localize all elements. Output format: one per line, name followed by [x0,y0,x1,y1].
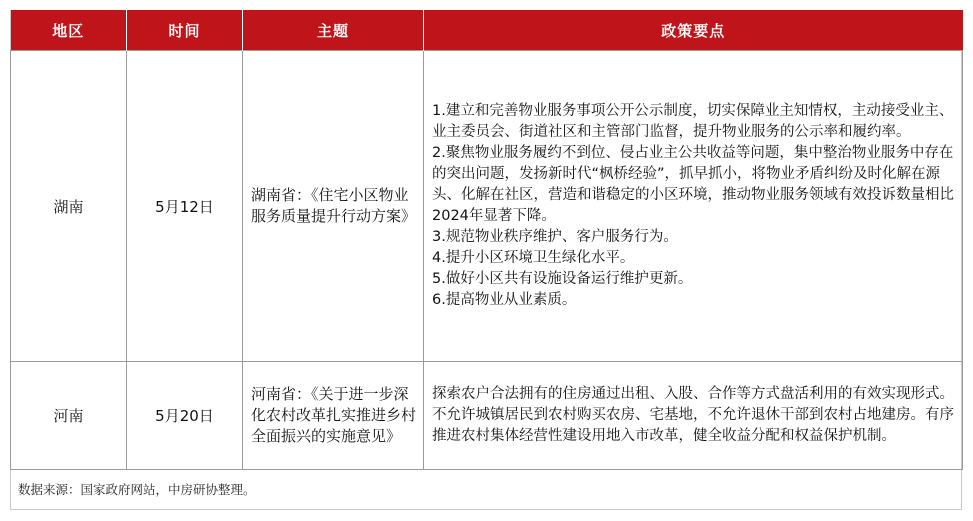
policy-point: 6.提高物业从业素质。 [432,292,577,308]
header-topic: 主题 [243,10,424,51]
cell-topic: 河南省：《关于进一步深化农村改革扎实推进乡村全面振兴的实施意见》 [243,362,424,470]
header-date: 时间 [127,10,243,51]
cell-region: 河南 [11,362,127,470]
policy-point: 4.提升小区环境卫生绿化水平。 [432,250,635,266]
cell-topic: 湖南省：《住宅小区物业服务质量提升行动方案》 [243,51,424,362]
cell-date: 5月20日 [127,362,243,470]
header-points: 政策要点 [424,10,963,51]
cell-date: 5月12日 [127,51,243,362]
policy-point: 探索农户合法拥有的住房通过出租、入股、合作等方式盘活利用的有效实现形式。不允许城镇居民到农村购买农房、宅基地，不允许退休干部到农村占地建房。有序推进农村集体经营性建设用地入市改革，健全收益分配和权益保护机制。 [432,386,954,444]
table-row [11,51,963,362]
table-header-row [11,10,963,51]
policy-point: 1.建立和完善物业服务事项公开公示制度，切实保障业主知情权，主动接受业主、业主委员会、街道社区和主管部门监督，提升物业服务的公示率和履约率。 [432,103,954,140]
cell-points [424,362,963,470]
policy-point: 3.规范物业秩序维护、客户服务行为。 [432,229,678,245]
policy-point: 2.聚焦物业服务履约不到位、侵占业主公共收益等问题，集中整治物业服务中存在的突出问题，发扬新时代“枫桥经验”，抓早抓小，将物业矛盾纠纷及时化解在源头、化解在社区，营造和谐稳定的小区环境，推动物业服务领域有效投诉数量相比2024年显著下降。 [432,145,954,224]
header-region: 地区 [11,10,127,51]
source-note: 数据来源：国家政府网站，中房研协整理。 [18,482,256,497]
policy-table [10,10,963,470]
table-row [11,362,963,470]
policy-point: 5.做好小区共有设施设备运行维护更新。 [432,271,693,287]
cell-points [424,51,963,362]
cell-region: 湖南 [11,51,127,362]
